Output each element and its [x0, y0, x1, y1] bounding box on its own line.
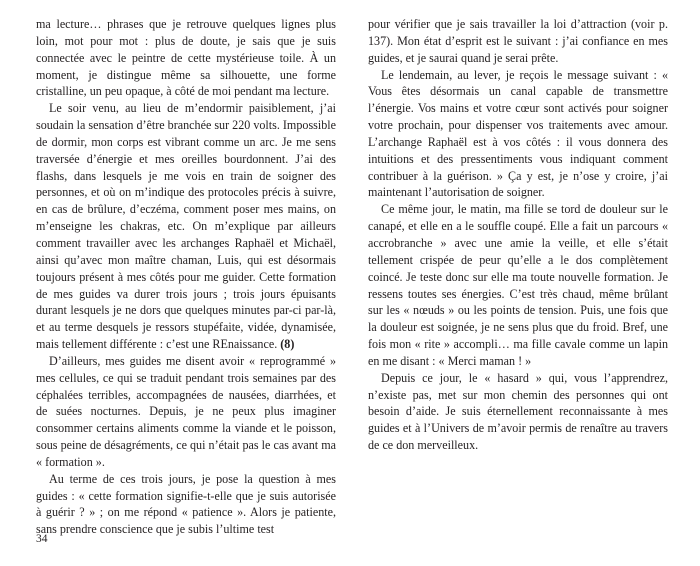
left-paragraph-1: [36, 16, 336, 100]
paragraph-text: Au terme de ces trois jours, je pose la question à mes guides : « cette formation signifie-t-elle que je suis autorisée à guérir ? » ; on me répond « patience ». Alors je patiente, sans prendre conscience que je subis l’ultime test: [36, 471, 336, 537]
paragraph-text: pour vérifier que je sais travailler la loi d’attraction (voir p. 137). Mon état d’esprit est le suivant : j’ai confiance en mes guides, et je saurai quand je serai prête.: [368, 17, 668, 65]
right-page: [368, 16, 668, 454]
paragraph-text: Depuis ce jour, le « hasard » qui, vous l’apprendrez, n’existe pas, met sur mon chemin des personnes qui ont besoin d’aide. Je suis éternellement reconnaissante à mes guides et à l’Univers de m’avoir permis de renaître au travers de ce don merveilleux.: [368, 370, 668, 453]
paragraph-text: ma lecture… phrases que je retrouve quelques lignes plus loin, mot pour mot : plus de doute, je sais que je suis connectée avec le peintre de cette mystérieuse toile. À un moment, je distingue même sa silhouette, une forme cristalline, un peu opaque, à côté de moi pendant ma lecture.: [36, 17, 336, 99]
paragraph-text: Le lendemain, au lever, je reçois le message suivant : « Vous êtes désormais un canal capable de transmettre l’énergie. Vos mains et votre cœur sont activés pour soigner votre prochain, pour dispenser vos traitements avec amour. L’archange Raphaël est à vos côtés : il vous donnera des intuitions et des pressentiments vous indiquant comment contribuer à la guérison. » Ça y est, je n’ose y croire, j’ai maintenant l’autorisation de soigner.: [368, 67, 668, 200]
right-paragraph-2: [368, 67, 668, 202]
right-paragraph-1: [368, 16, 668, 67]
page-number: 34: [36, 533, 48, 545]
note-reference: (8): [280, 337, 295, 352]
paragraph-text: Le soir venu, au lieu de m’endormir paisiblement, j’ai soudain la sensation d’être branchée sur 220 volts. Impossible de dormir, mon corps est vibrant comme un arc. Je me sens traversée d’énergie et mes oreilles bourdonnent. J’ai des flashs, dans lesquels je me vois en train de soigner des personnes, et où on m’indique des protocoles précis à suivre, en cas de brûlure, d’eczéma, comment poser mes mains, on m’enseigne les chakras, etc. On m’explique par ailleurs comment travailler avec les archanges Raphaël et Michaël, ainsi qu’avec mon maître chaman, Luis, qui est désormais toujours présent à mes côtés pour me guider. Cette formation de mes guides va durer trois jours ; trois jours épuisants durant lesquels je ne dors que quelques minutes par-ci par-là, et au terme desquels je ressors stupéfaite, vidée, dynamisée, mais tellement différente : c’est une REnaissance.: [36, 101, 336, 352]
right-paragraph-3: [368, 201, 668, 369]
right-paragraph-4: [368, 370, 668, 454]
left-paragraph-2: [36, 100, 336, 353]
left-page: [36, 16, 336, 538]
left-paragraph-3: [36, 353, 336, 471]
left-paragraph-4: [36, 471, 336, 538]
paragraph-text: D’ailleurs, mes guides me disent avoir « reprogrammé » mes cellules, ce qui se traduit pendant trois semaines par des céphalées terribles, accompagnées de nausées, diarrhées, et de suées nocturnes. Depuis, je ne peux plus imaginer consommer certains aliments comme la viande et le poisson, sous peine de désagréments, ce qui n’était pas le cas avant ma « formation ».: [36, 353, 336, 469]
paragraph-text: Ce même jour, le matin, ma fille se tord de douleur sur le canapé, et elle en a le souffle coupé. Elle a fait un parcours « accrobranche » avec une amie la veille, et elle s’était tellement crispée de peur qu’elle a le dos complètement coincé. Je teste donc sur elle ma toute nouvelle formation. Je ressens toutes ses énergies. C’est très chaud, même brûlant sur les « nœuds » ou les points de tension. Puis, une fois que la douleur est soignée, je ne sens plus que du froid. Bref, une fois mon « rite » accompli… ma fille cavale comme un lapin en me disant : « Merci maman ! »: [368, 202, 668, 368]
